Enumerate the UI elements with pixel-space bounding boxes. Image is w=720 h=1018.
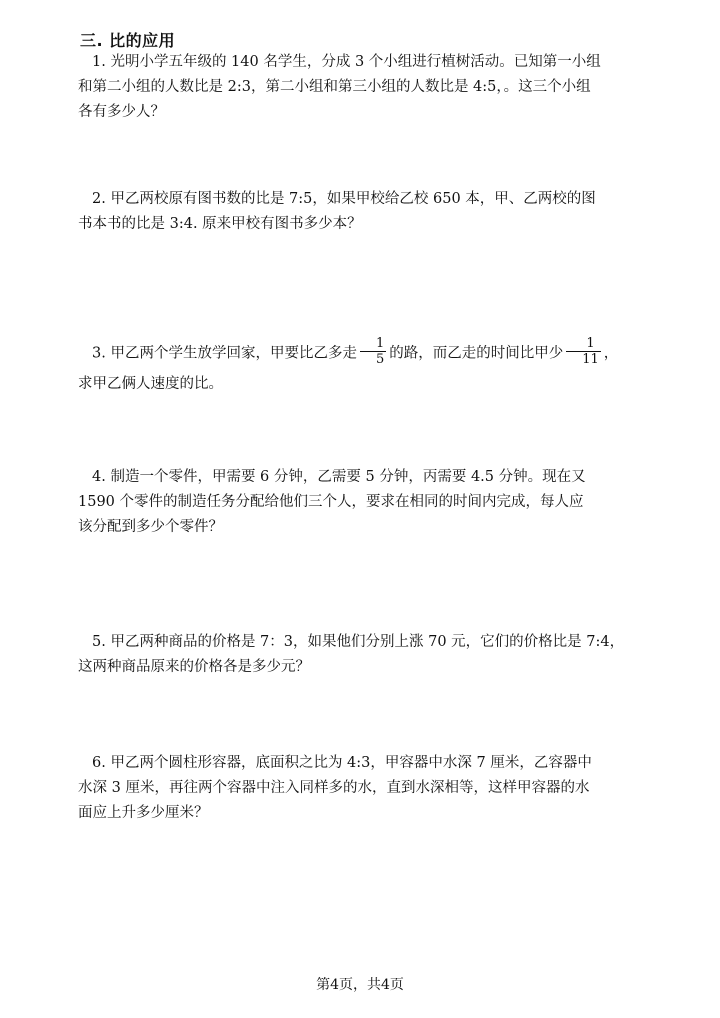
page-number: 第4页，共4页 — [316, 977, 404, 993]
problem-text: ， — [603, 345, 619, 362]
problem-line: 该分配到多少个零件？ — [78, 519, 223, 535]
problem-line: 1590 个零件的制造任务分配给他们三个人，要求在相同的时间内完成，每人应 — [78, 494, 584, 510]
section-title: 三. 比的应用 — [80, 31, 176, 50]
problem-line: 和第二小组的人数比是 2:3，第二小组和第三小组的人数比是 4:5，。这三个小组 — [78, 79, 591, 95]
fraction-denominator: 5 — [375, 352, 385, 367]
problem-line — [78, 338, 654, 369]
problem-text: 的路，而乙走的时间比甲少 — [389, 345, 564, 362]
problem-line: 6. 甲乙两个圆柱形容器，底面积之比为 4:3，甲容器中水深 7 厘米，乙容器中 — [92, 755, 592, 771]
fraction-denominator: 11 — [582, 352, 599, 367]
problem-line: 求甲乙俩人速度的比。 — [78, 376, 223, 392]
problem-line: 5. 甲乙两种商品的价格是 7：3，如果他们分别上涨 70 元，它们的价格比是 7:4， — [92, 634, 625, 650]
problem-3 — [78, 338, 654, 399]
problem-6 — [78, 751, 654, 826]
problem-line: 面应上升多少厘米？ — [78, 805, 209, 821]
problem-line: 书本书的比是 3:4. 原来甲校有图书多少本？ — [78, 216, 362, 232]
problem-line: 这两种商品原来的价格各是多少元？ — [78, 659, 310, 675]
fraction-numerator: 1 — [360, 336, 386, 352]
problem-text: 3. 甲乙两个学生放学回家，甲要比乙多走 — [92, 345, 357, 362]
fraction-one-fifth — [360, 336, 386, 367]
problem-line: 1. 光明小学五年级的 140 名学生，分成 3 个小组进行植树活动。已知第一小组 — [92, 54, 601, 70]
problem-2 — [78, 187, 654, 237]
problem-5 — [78, 630, 654, 680]
problem-line: 水深 3 厘米，再往两个容器中注入同样多的水，直到水深相等，这样甲容器的水 — [78, 780, 590, 796]
fraction-numerator: 1 — [566, 336, 601, 352]
problem-line: 各有多少人？ — [78, 104, 165, 120]
problem-line: 4. 制造一个零件，甲需要 6 分钟，乙需要 5 分钟，丙需要 4.5 分钟。现在又 — [92, 469, 586, 485]
problem-4 — [78, 465, 654, 540]
problem-line: 2. 甲乙两校原有图书数的比是 7:5，如果甲校给乙校 650 本，甲、乙两校的图 — [92, 191, 596, 207]
fraction-one-eleventh — [566, 336, 601, 367]
problem-1 — [78, 50, 654, 125]
